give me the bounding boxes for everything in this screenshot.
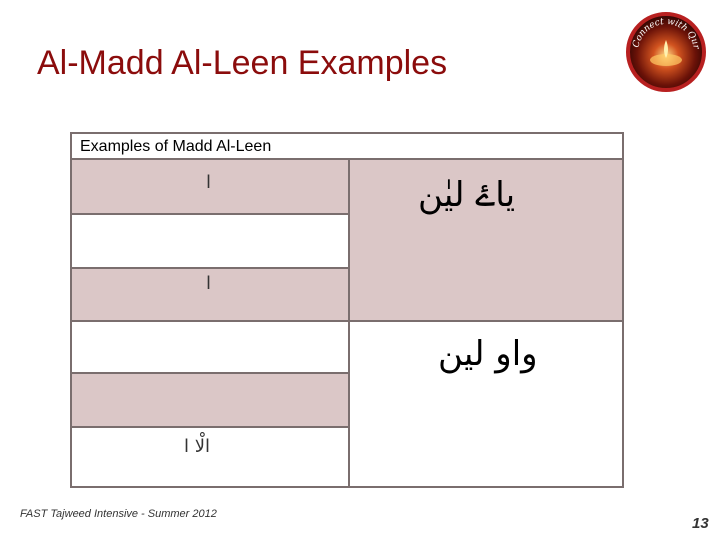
right-cell-waw-leen: [350, 322, 622, 486]
page-number: 13: [692, 515, 709, 532]
table-row: [72, 374, 349, 428]
right-cell-ya-leen: [350, 160, 622, 320]
left-cell-text: الْا ا: [184, 436, 210, 457]
ya-leen-text: یاۓ لیٰن: [418, 175, 516, 215]
slide-title: Al-Madd Al-Leen Examples: [37, 44, 448, 82]
table-header-label: Examples of Madd Al-Leen: [80, 138, 272, 155]
column-divider: [348, 160, 350, 486]
footer-text: FAST Tajweed Intensive - Summer 2012: [20, 508, 217, 520]
table-row: [72, 322, 349, 374]
table-header: [72, 134, 622, 160]
left-cell-text: ا: [206, 273, 212, 294]
connect-with-quran-logo: [624, 10, 708, 94]
logo-text: Connect with Qur: [631, 16, 701, 50]
table-row: [72, 215, 349, 269]
table-row: [72, 160, 349, 215]
madd-al-leen-table: [70, 132, 624, 488]
waw-leen-text: واو لین: [438, 334, 538, 374]
left-cell-text: ا: [206, 172, 212, 193]
table-row: [72, 269, 349, 322]
table-row: [72, 428, 349, 486]
